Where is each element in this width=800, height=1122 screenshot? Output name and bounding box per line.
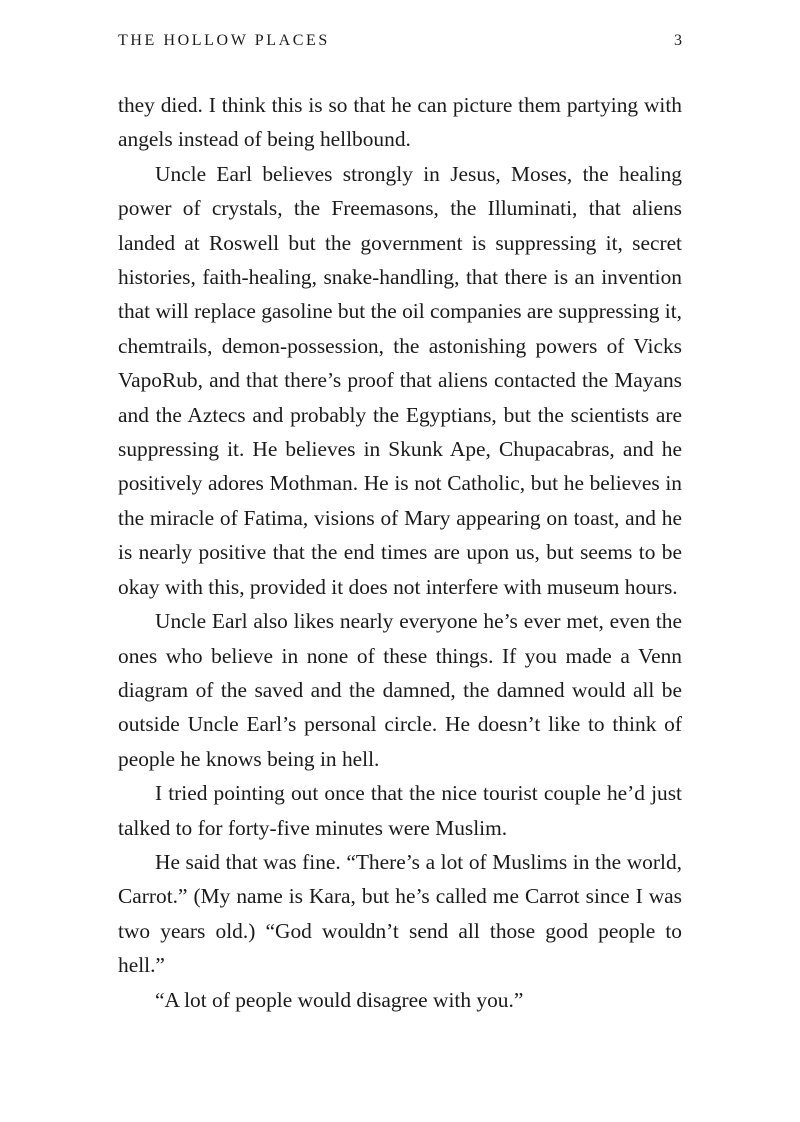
paragraph: He said that was fine. “There’s a lot of Muslims in the world, Carrot.” (My name is Kara, but he’s called me Carrot since I was two years old.) “God wouldn’t send all those good people to hell.” — [118, 849, 682, 978]
paragraph: “A lot of people would disagree with you.” — [155, 987, 524, 1012]
running-title: THE HOLLOW PLACES — [118, 32, 330, 49]
paragraph: Uncle Earl also likes nearly everyone he’s ever met, even the ones who believe in none of these things. If you made a Venn diagram of the saved and the damned, the damned would all be outside Uncle Earl’s personal circle. He doesn’t like to think of people he knows being in hell. — [118, 609, 682, 771]
page-number: 3 — [674, 32, 682, 49]
running-head — [118, 32, 682, 54]
paragraph-continuation: they died. I think this is so that he can picture them partying with angels instead of being hellbound. — [118, 93, 682, 152]
body-text — [118, 88, 682, 1017]
paragraph: I tried pointing out once that the nice tourist couple he’d just talked to for forty-five minutes were Muslim. — [118, 781, 682, 840]
paragraph: Uncle Earl believes strongly in Jesus, Moses, the healing power of crystals, the Freemasons, the Illuminati, that aliens landed at Roswell but the government is suppressing it, secret histories, faith-healing, snake-handling, that there is an invention that will replace gasoline but the oil companies are suppressing it, chemtrails, demon-possession, the astonishing powers of Vicks VapoRub, and that there’s proof that aliens contacted the Mayans and the Aztecs and probably the Egyptians, but the scientists are suppressing it. He believes in Skunk Ape, Chupacabras, and he positively adores Mothman. He is not Catholic, but he believes in the miracle of Fatima, visions of Mary appearing on toast, and he is nearly positive that the end times are upon us, but seems to be okay with this, provided it does not interfere with museum hours. — [118, 161, 682, 599]
